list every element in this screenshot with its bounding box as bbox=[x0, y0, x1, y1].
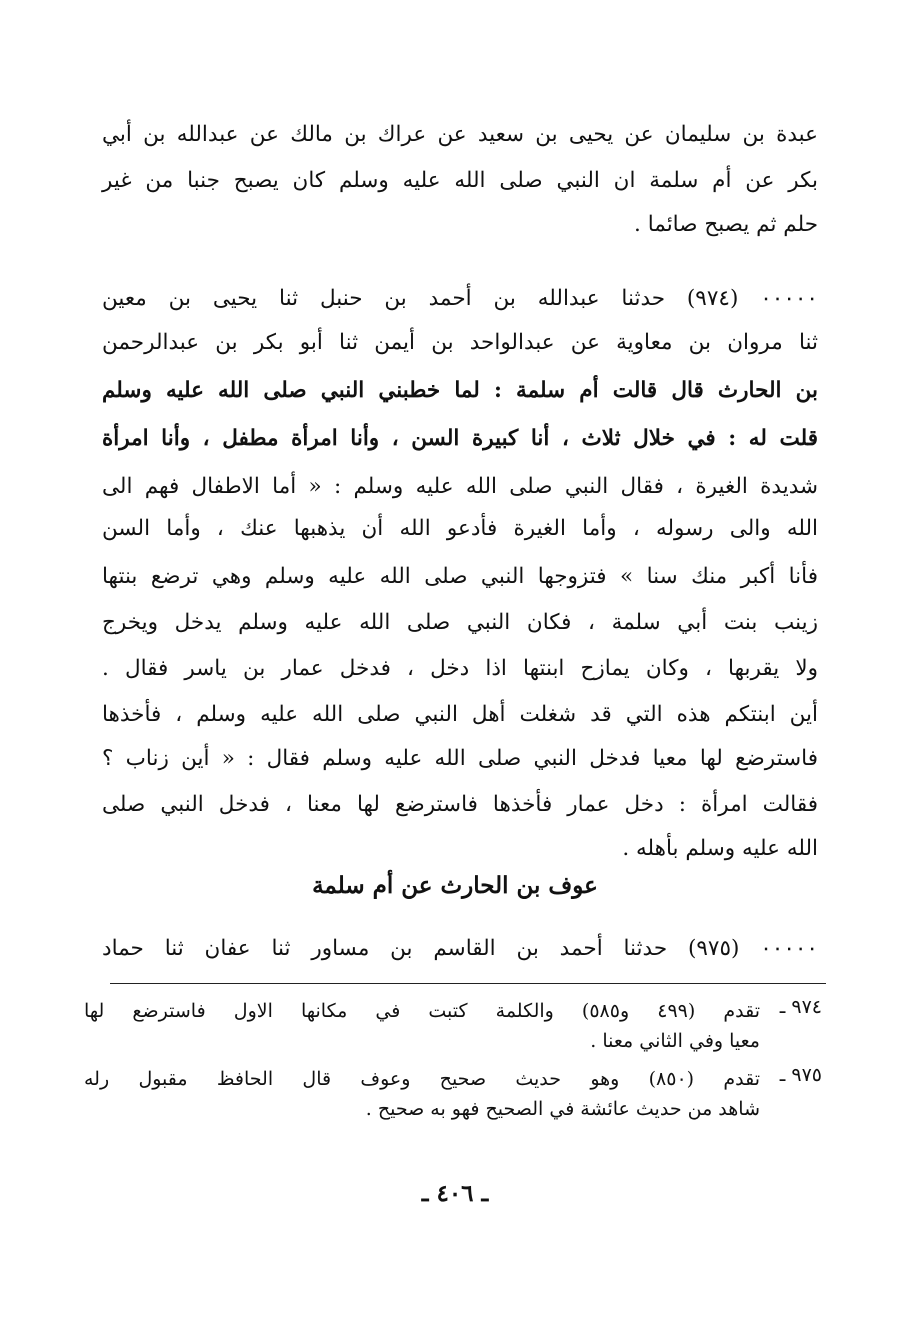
text-line: أين ابنتكم هذه التي قد شغلت أهل النبي صلى الله عليه وسلم ، فأخذها bbox=[102, 702, 818, 727]
footnote-dash: ـ bbox=[779, 996, 786, 1018]
text-line: فاسترضع لها معيا فدخل النبي صلى الله عليه وسلم فقال : « أين زناب ؟ bbox=[102, 746, 818, 771]
footnote-separator bbox=[110, 983, 826, 984]
footnote-number bbox=[780, 1064, 822, 1086]
footnote-line: شاهد من حديث عائشة في الصحيح فهو به صحيح . bbox=[365, 1098, 760, 1120]
footnote-line: تقدم (٤٩٩ و٥٨٥) والكلمة كتبت في مكانها الاول فاسترضع لها bbox=[84, 1000, 761, 1022]
text-line: ٠٠٠٠٠ (٩٧٤) حدثنا عبدالله بن أحمد بن حنبل ثنا يحيى بن معين bbox=[102, 286, 818, 311]
page-number: ـ ٤٠٦ ـ bbox=[421, 1180, 489, 1207]
text-line: بن الحارث قال قالت أم سلمة : لما خطبني النبي صلى الله عليه وسلم bbox=[102, 378, 818, 403]
text-line: الله عليه وسلم بأهله . bbox=[622, 836, 818, 861]
text-line: شديدة الغيرة ، فقال النبي صلى الله عليه وسلم : « أما الاطفال فهم الى bbox=[102, 474, 818, 499]
footnote-number-text: ٩٧٤ bbox=[791, 996, 822, 1018]
text-line: قلت له : في خلال ثلاث ، أنا كبيرة السن ، وأنا امرأة مطفل ، وأنا امرأة bbox=[102, 426, 818, 451]
text-line: عبدة بن سليمان عن يحيى بن سعيد عن عراك بن مالك عن عبدالله بن أبي bbox=[102, 122, 818, 147]
text-line: حلم ثم يصبح صائما . bbox=[634, 212, 818, 237]
footnote-number-text: ٩٧٥ bbox=[791, 1064, 822, 1086]
text-line: زينب بنت أبي سلمة ، فكان النبي صلى الله عليه وسلم يدخل ويخرج bbox=[102, 610, 818, 635]
text-line: ولا يقربها ، وكان يمازح ابنتها اذا دخل ، فدخل عمار بن ياسر فقال . bbox=[102, 656, 818, 681]
text-line: بكر عن أم سلمة ان النبي صلى الله عليه وسلم كان يصبح جنبا من غير bbox=[102, 168, 818, 193]
paragraph-hadith-975: ٠٠٠٠٠ (٩٧٥) حدثنا أحمد بن القاسم بن مساور ثنا عفان ثنا حماد bbox=[102, 936, 818, 961]
text-line: الله والى رسوله ، وأما الغيرة فأدعو الله أن يذهبها عنك ، وأما السن bbox=[102, 516, 818, 541]
footnote-dash: ـ bbox=[779, 1064, 786, 1086]
footnote-line: تقدم (٨٥٠) وهو حديث صحيح وعوف قال الحافظ مقبول رله bbox=[84, 1068, 760, 1090]
text-line: ثنا مروان بن معاوية عن عبدالواحد بن أيمن ثنا أبو بكر بن عبدالرحمن bbox=[102, 330, 818, 355]
section-heading: عوف بن الحارث عن أم سلمة bbox=[312, 872, 598, 899]
text-line: فقالت امرأة : دخل عمار فأخذها فاسترضع لها معنا ، فدخل النبي صلى bbox=[102, 792, 818, 817]
footnote-line: معيا وفي الثاني معنا . bbox=[590, 1030, 760, 1052]
text-line: فأنا أكبر منك سنا » فتزوجها النبي صلى الله عليه وسلم وهي ترضع بنتها bbox=[102, 564, 818, 589]
footnote-number bbox=[780, 996, 822, 1018]
